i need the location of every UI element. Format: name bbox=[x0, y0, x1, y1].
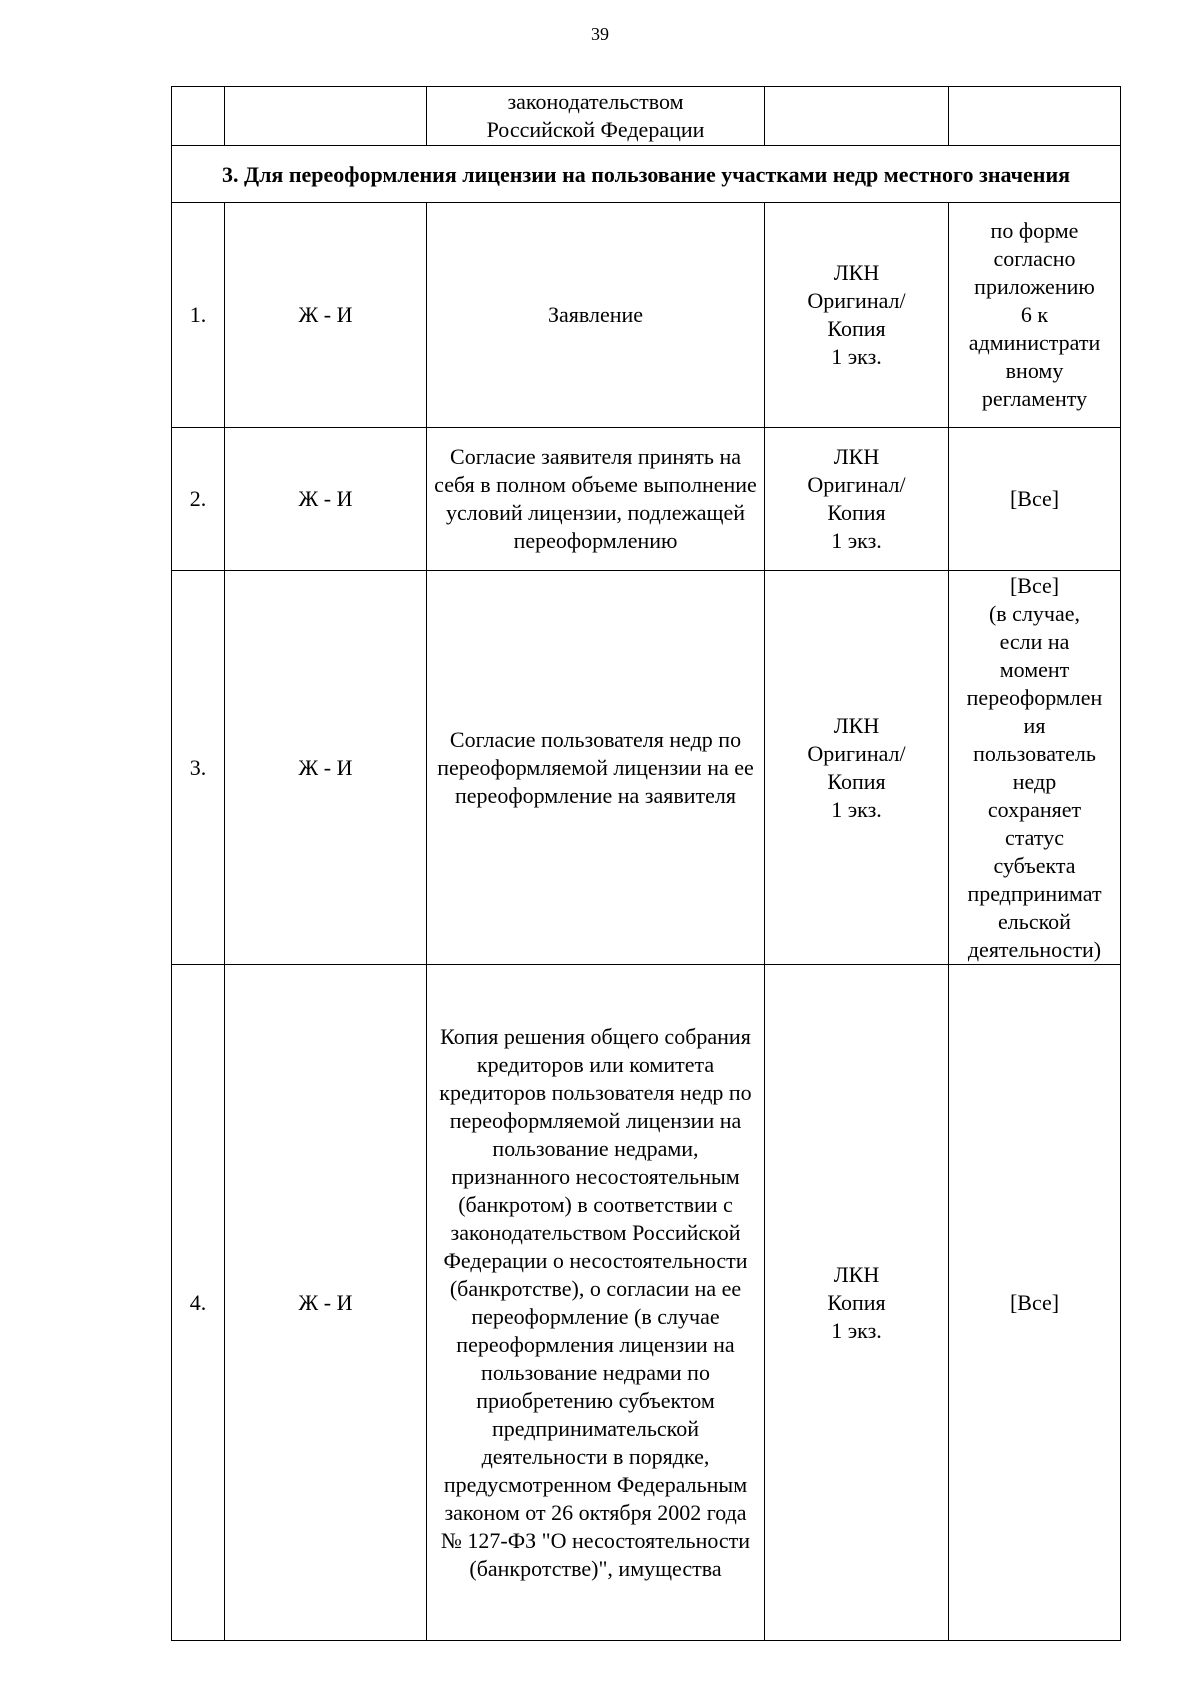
table-cell-requirements: по форме согласно приложению 6 к администрати вному регламенту bbox=[949, 203, 1121, 428]
table-cell-category: Ж - И bbox=[225, 571, 427, 965]
table-cell-category: Ж - И bbox=[225, 428, 427, 571]
table-cell-requirements: [Все] bbox=[949, 428, 1121, 571]
table-cell-num: 2. bbox=[172, 428, 225, 571]
table-cell-document: Заявление bbox=[427, 203, 765, 428]
table-cell-form bbox=[765, 87, 949, 146]
table-cell-category: Ж - И bbox=[225, 965, 427, 1641]
table-row bbox=[172, 965, 1121, 1641]
table-cell-category bbox=[225, 87, 427, 146]
table-cell-form: ЛКН Оригинал/ Копия 1 экз. bbox=[765, 203, 949, 428]
table-cell-document: законодательством Российской Федерации bbox=[427, 87, 765, 146]
table-cell-document: Согласие заявителя принять на себя в полном объеме выполнение условий лицензии, подлежащей переоформлению bbox=[427, 428, 765, 571]
table-cell-document: Согласие пользователя недр по переоформляемой лицензии на ее переоформление на заявителя bbox=[427, 571, 765, 965]
table-cell-requirements bbox=[949, 87, 1121, 146]
table-cell-form: ЛКН Оригинал/ Копия 1 экз. bbox=[765, 571, 949, 965]
table-cell-num: 4. bbox=[172, 965, 225, 1641]
table-cell-num: 3. bbox=[172, 571, 225, 965]
table-cell-form: ЛКН Копия 1 экз. bbox=[765, 965, 949, 1641]
table-cell-form: ЛКН Оригинал/ Копия 1 экз. bbox=[765, 428, 949, 571]
table-cell-num bbox=[172, 87, 225, 146]
table-cell-num: 1. bbox=[172, 203, 225, 428]
section-heading: 3. Для переоформления лицензии на пользование участками недр местного значения bbox=[172, 146, 1121, 203]
documents-table bbox=[171, 86, 1121, 1641]
table-cell-document: Копия решения общего собрания кредиторов или комитета кредиторов пользователя недр по переоформляемой лицензии на пользование недрами, признанного несостоятельным (банкротом) в соответствии с законодательством Российской Федерации о несостоятельности (банкротстве), о согласии на ее переоформление (в случае переоформления лицензии на пользование недрами по приобретению субъектом предпринимательской деятельности в порядке, предусмотренном Федеральным законом от 26 октября 2002 года № 127-ФЗ "О несостоятельности (банкротстве)", имущества bbox=[427, 965, 765, 1641]
table-cell-category: Ж - И bbox=[225, 203, 427, 428]
table-row bbox=[172, 203, 1121, 428]
table-row-continuation bbox=[172, 87, 1121, 146]
table-cell-requirements: [Все] bbox=[949, 965, 1121, 1641]
table-row bbox=[172, 571, 1121, 965]
table-cell-requirements: [Все] (в случае, если на момент переоформлен ия пользователь недр сохраняет статус субъекта предпринимат ельской деятельности) bbox=[949, 571, 1121, 965]
page-number: 39 bbox=[591, 24, 609, 44]
table-row bbox=[172, 428, 1121, 571]
section-heading-row bbox=[172, 146, 1121, 203]
